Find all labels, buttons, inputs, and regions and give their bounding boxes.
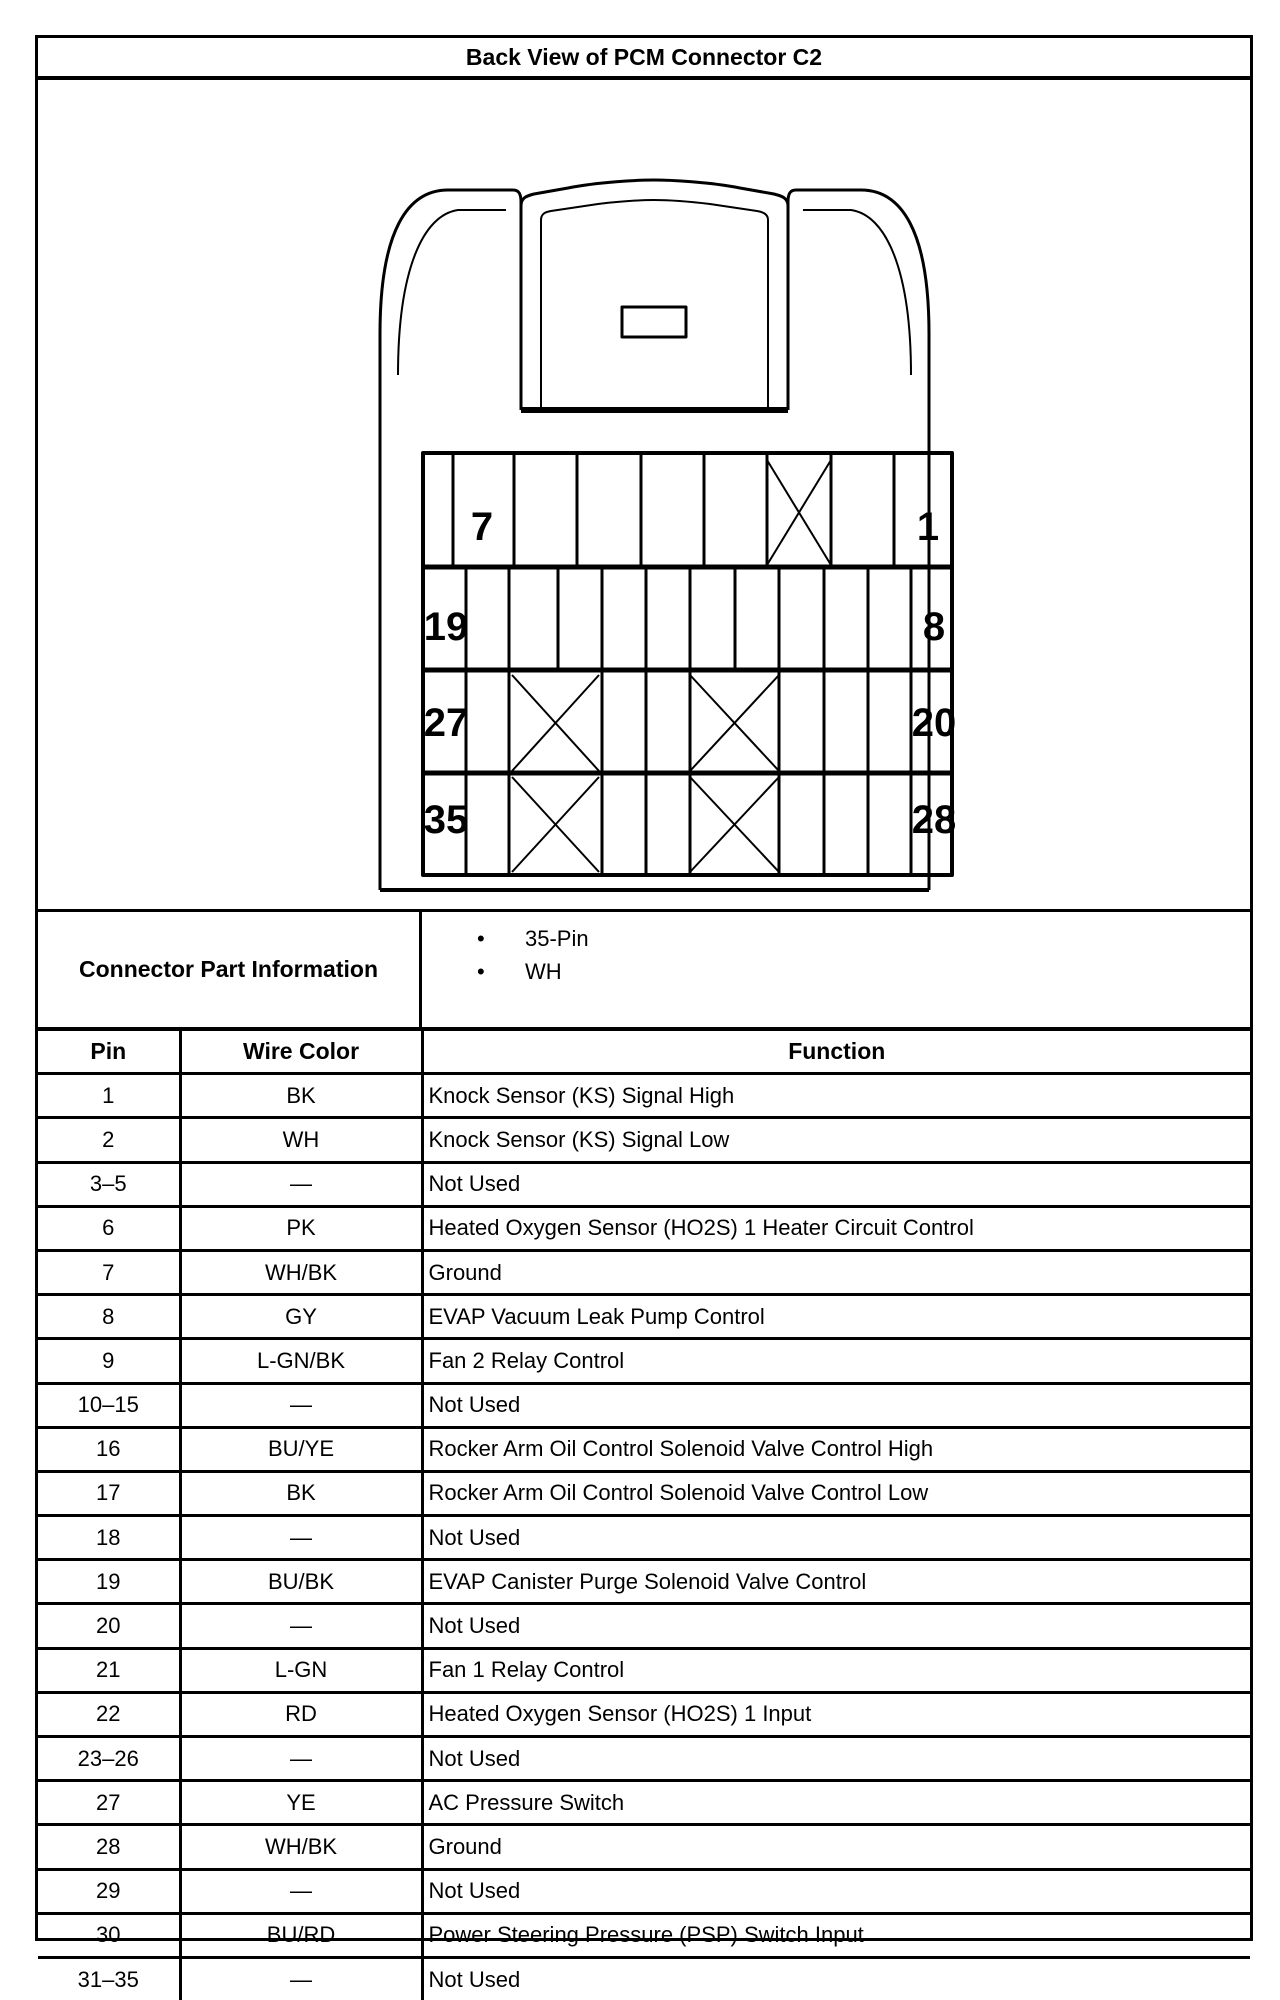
pin-cell: 22	[38, 1692, 180, 1736]
table-row	[38, 1427, 1250, 1471]
table-row	[38, 1737, 1250, 1781]
wire-color-cell: YE	[180, 1781, 422, 1825]
table-header-row	[38, 1031, 1250, 1074]
table-row	[38, 1383, 1250, 1427]
header-wire-color: Wire Color	[180, 1031, 422, 1074]
function-cell: Fan 1 Relay Control	[422, 1648, 1250, 1692]
pin-cell: 1	[38, 1074, 180, 1118]
pin-cell: 29	[38, 1869, 180, 1913]
pin-cell: 20	[38, 1604, 180, 1648]
wire-color-cell: —	[180, 1604, 422, 1648]
function-cell: Ground	[422, 1825, 1250, 1869]
pin-label-1: 1	[916, 505, 940, 549]
pin-label-28: 28	[911, 798, 957, 842]
function-cell: EVAP Vacuum Leak Pump Control	[422, 1295, 1250, 1339]
wire-color-cell: —	[180, 1869, 422, 1913]
connector-housing-outline	[380, 190, 521, 890]
pin-cell: 7	[38, 1250, 180, 1294]
wire-color-cell: —	[180, 1737, 422, 1781]
wire-color-cell: L-GN/BK	[180, 1339, 422, 1383]
wire-color-cell: —	[180, 1162, 422, 1206]
wire-color-cell: WH/BK	[180, 1825, 422, 1869]
pin-cell: 2	[38, 1118, 180, 1162]
wire-color-cell: PK	[180, 1206, 422, 1250]
pin-cell: 18	[38, 1516, 180, 1560]
pin-cell: 31–35	[38, 1957, 180, 2000]
pin-label-19: 19	[423, 605, 469, 649]
pin-cell: 21	[38, 1648, 180, 1692]
table-row	[38, 1825, 1250, 1869]
wire-color-cell: RD	[180, 1692, 422, 1736]
wire-color-cell: BU/YE	[180, 1427, 422, 1471]
wire-color-cell: WH/BK	[180, 1250, 422, 1294]
table-row	[38, 1560, 1250, 1604]
pin-label-27: 27	[423, 701, 469, 745]
pin-cell: 30	[38, 1913, 180, 1957]
table-row	[38, 1913, 1250, 1957]
connector-part-information-list	[422, 922, 589, 988]
pin-cell: 28	[38, 1825, 180, 1869]
wire-color-cell: —	[180, 1383, 422, 1427]
wire-color-cell: L-GN	[180, 1648, 422, 1692]
wire-color-cell: WH	[180, 1118, 422, 1162]
header-pin: Pin	[38, 1031, 180, 1074]
function-cell: Heated Oxygen Sensor (HO2S) 1 Input	[422, 1692, 1250, 1736]
table-row	[38, 1162, 1250, 1206]
table-row	[38, 1648, 1250, 1692]
function-cell: Not Used	[422, 1383, 1250, 1427]
pin-label-8: 8	[922, 605, 946, 649]
latch	[521, 180, 788, 410]
connector-part-information-label: Connector Part Information	[38, 912, 422, 1027]
page-title: Back View of PCM Connector C2	[38, 38, 1250, 80]
wire-color-cell: BK	[180, 1471, 422, 1515]
pin-cell: 27	[38, 1781, 180, 1825]
table-row	[38, 1339, 1250, 1383]
pin-cell: 10–15	[38, 1383, 180, 1427]
connector-part-information	[38, 912, 1250, 1031]
pin-cell: 8	[38, 1295, 180, 1339]
pin-label-7: 7	[470, 505, 494, 549]
table-row	[38, 1604, 1250, 1648]
pin-function-table	[38, 1031, 1250, 2000]
function-cell: Knock Sensor (KS) Signal High	[422, 1074, 1250, 1118]
table-row	[38, 1471, 1250, 1515]
function-cell: Heated Oxygen Sensor (HO2S) 1 Heater Circuit Control	[422, 1206, 1250, 1250]
wire-color-cell: BU/BK	[180, 1560, 422, 1604]
table-row	[38, 1692, 1250, 1736]
table-row	[38, 1206, 1250, 1250]
wire-color-cell: BK	[180, 1074, 422, 1118]
function-cell: EVAP Canister Purge Solenoid Valve Control	[422, 1560, 1250, 1604]
table-row	[38, 1869, 1250, 1913]
wire-color-cell: —	[180, 1957, 422, 2000]
function-cell: Fan 2 Relay Control	[422, 1339, 1250, 1383]
function-cell: Not Used	[422, 1162, 1250, 1206]
cpi-item-color: • WH	[422, 955, 589, 988]
latch-window	[622, 307, 686, 337]
table-row	[38, 1118, 1250, 1162]
function-cell: Rocker Arm Oil Control Solenoid Valve Control High	[422, 1427, 1250, 1471]
pin-cell: 19	[38, 1560, 180, 1604]
table-row	[38, 1295, 1250, 1339]
function-cell: Rocker Arm Oil Control Solenoid Valve Control Low	[422, 1471, 1250, 1515]
pin-grid-outline	[423, 453, 952, 875]
function-cell: Not Used	[422, 1604, 1250, 1648]
function-cell: Not Used	[422, 1957, 1250, 2000]
function-cell: Ground	[422, 1250, 1250, 1294]
wire-color-cell: —	[180, 1516, 422, 1560]
function-cell: Not Used	[422, 1516, 1250, 1560]
connector-housing-outline-right	[788, 190, 929, 890]
pin-cell: 17	[38, 1471, 180, 1515]
connector-face-drawing	[38, 80, 1250, 909]
function-cell: Not Used	[422, 1737, 1250, 1781]
table-row	[38, 1074, 1250, 1118]
function-cell: Power Steering Pressure (PSP) Switch Input	[422, 1913, 1250, 1957]
connector-sheet	[35, 35, 1253, 1992]
function-cell: Knock Sensor (KS) Signal Low	[422, 1118, 1250, 1162]
pin-cell: 6	[38, 1206, 180, 1250]
function-cell: Not Used	[422, 1869, 1250, 1913]
table-row	[38, 1516, 1250, 1560]
header-function: Function	[422, 1031, 1250, 1074]
pin-label-35: 35	[423, 798, 469, 842]
pin-cell: 9	[38, 1339, 180, 1383]
connector-diagram	[38, 80, 1250, 912]
table-row	[38, 1250, 1250, 1294]
pin-label-20: 20	[911, 701, 957, 745]
cpi-item-pin-count: • 35-Pin	[422, 922, 589, 955]
table-row	[38, 1781, 1250, 1825]
pin-cell: 3–5	[38, 1162, 180, 1206]
wire-color-cell: GY	[180, 1295, 422, 1339]
function-cell: AC Pressure Switch	[422, 1781, 1250, 1825]
wire-color-cell: BU/RD	[180, 1913, 422, 1957]
pin-cell: 16	[38, 1427, 180, 1471]
pin-cell: 23–26	[38, 1737, 180, 1781]
